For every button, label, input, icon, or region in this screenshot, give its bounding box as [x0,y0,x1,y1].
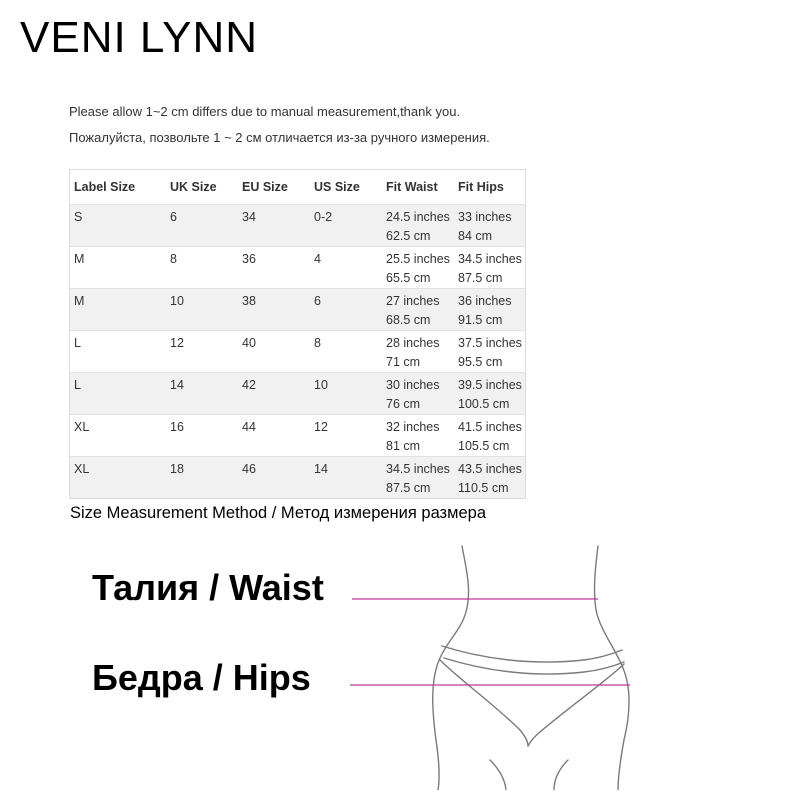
cell-fit-waist-cm: 62.5 cm [386,229,431,243]
waistband-lower-outline [444,658,624,674]
cell-label-size: M [70,247,167,289]
cell-fit-waist-inches: 27 inches [386,294,440,308]
cell-fit-waist [382,373,454,415]
size-chart-row [70,289,526,331]
cell-us-size: 0-2 [310,205,382,247]
cell-uk-size: 10 [166,289,238,331]
cell-fit-hips-cm: 87.5 cm [458,271,503,285]
cell-fit-hips-cm: 100.5 cm [458,397,510,411]
torso-left-outline [433,546,469,790]
cell-fit-hips-inches: 33 inches [458,210,512,224]
size-chart-table [69,169,526,499]
thigh-inner-left [490,760,506,790]
cell-fit-waist-inches: 30 inches [386,378,440,392]
cell-fit-waist-inches: 25.5 inches [386,252,450,266]
cell-eu-size: 44 [238,415,310,457]
waist-label: Талия / Waist [92,567,324,608]
cell-fit-hips-cm: 91.5 cm [458,313,503,327]
cell-fit-hips [454,205,526,247]
cell-fit-waist-cm: 81 cm [386,439,421,453]
cell-fit-waist-cm: 71 cm [386,355,421,369]
header-eu-size: EU Size [238,170,310,205]
header-uk-size: UK Size [166,170,238,205]
cell-uk-size: 18 [166,457,238,499]
torso-right-outline [595,546,630,790]
cell-fit-hips [454,415,526,457]
cell-us-size: 4 [310,247,382,289]
cell-fit-waist-inches: 32 inches [386,420,440,434]
size-chart-row [70,373,526,415]
cell-uk-size: 12 [166,331,238,373]
cell-fit-hips-cm: 105.5 cm [458,439,510,453]
size-chart-row [70,205,526,247]
cell-fit-waist-cm: 76 cm [386,397,421,411]
cell-label-size: L [70,331,167,373]
cell-fit-hips [454,457,526,499]
cell-fit-hips [454,247,526,289]
cell-us-size: 8 [310,331,382,373]
cell-fit-hips [454,331,526,373]
hips-label: Бедра / Hips [92,657,311,698]
size-chart-row [70,247,526,289]
cell-fit-hips [454,289,526,331]
measurement-note-ru: Пожалуйста, позвольте 1 ~ 2 см отличается из-за ручного измерения. [69,130,490,145]
brand-logo-text: VENI LYNN [20,13,259,62]
cell-eu-size: 46 [238,457,310,499]
waistband-outline [442,646,622,662]
cell-eu-size: 36 [238,247,310,289]
cell-fit-waist-cm: 68.5 cm [386,313,431,327]
cell-fit-hips-inches: 39.5 inches [458,378,522,392]
body-outline-figure-icon [340,540,640,790]
cell-eu-size: 34 [238,205,310,247]
cell-uk-size: 8 [166,247,238,289]
header-us-size: US Size [310,170,382,205]
header-label-size: Label Size [70,170,167,205]
cell-fit-waist [382,247,454,289]
cell-fit-waist [382,331,454,373]
cell-us-size: 6 [310,289,382,331]
cell-label-size: XL [70,457,167,499]
cell-fit-waist-cm: 87.5 cm [386,481,431,495]
thigh-inner-right [554,760,568,790]
header-fit-hips: Fit Hips [454,170,526,205]
cell-fit-hips-cm: 95.5 cm [458,355,503,369]
cell-us-size: 12 [310,415,382,457]
cell-fit-waist-inches: 34.5 inches [386,462,450,476]
cell-fit-hips-cm: 110.5 cm [458,481,509,495]
cell-fit-waist-cm: 65.5 cm [386,271,431,285]
cell-uk-size: 14 [166,373,238,415]
cell-uk-size: 6 [166,205,238,247]
cell-uk-size: 16 [166,415,238,457]
cell-fit-hips-inches: 37.5 inches [458,336,522,350]
cell-fit-hips-inches: 43.5 inches [458,462,522,476]
cell-label-size: XL [70,415,167,457]
cell-fit-waist [382,415,454,457]
cell-eu-size: 38 [238,289,310,331]
cell-us-size: 14 [310,457,382,499]
cell-fit-hips-inches: 34.5 inches [458,252,522,266]
cell-fit-hips-inches: 41.5 inches [458,420,522,434]
size-chart-row [70,415,526,457]
cell-fit-hips-cm: 84 cm [458,229,493,243]
header-fit-waist: Fit Waist [382,170,454,205]
cell-eu-size: 40 [238,331,310,373]
cell-fit-hips [454,373,526,415]
cell-fit-waist [382,289,454,331]
cell-fit-hips-inches: 36 inches [458,294,512,308]
cell-fit-waist-inches: 24.5 inches [386,210,450,224]
cell-eu-size: 42 [238,373,310,415]
size-chart-row [70,457,526,499]
cell-fit-waist [382,205,454,247]
size-chart-header-row [70,170,526,205]
cell-fit-waist [382,457,454,499]
leg-opening-right [528,664,624,746]
cell-label-size: S [70,205,167,247]
cell-fit-waist-inches: 28 inches [386,336,440,350]
cell-label-size: L [70,373,167,415]
measurement-note-en: Please allow 1~2 cm differs due to manual measurement,thank you. [69,104,461,119]
cell-label-size: M [70,289,167,331]
size-chart-row [70,331,526,373]
measurement-method-title: Size Measurement Method / Метод измерения размера [70,504,486,522]
cell-us-size: 10 [310,373,382,415]
